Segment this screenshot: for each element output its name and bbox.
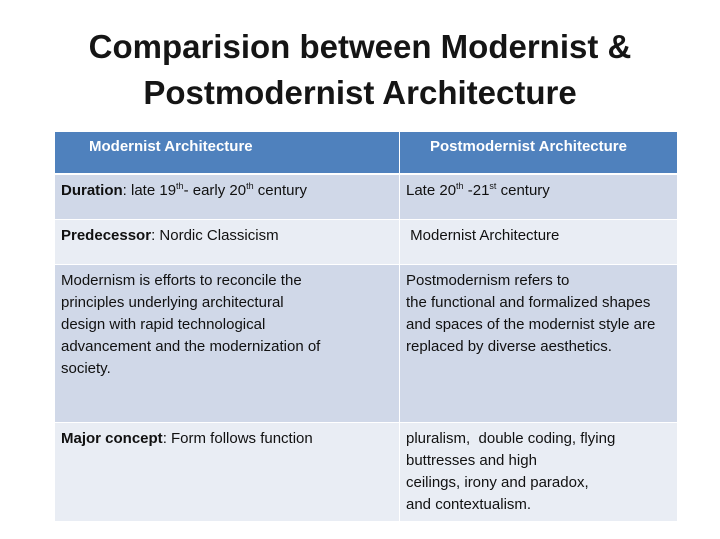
cell-duration-postmodernist: Late 20th -21st century xyxy=(400,174,678,220)
cell-definition-modernist: Modernism is efforts to reconcile the principles underlying architectural design with rapid technological advancement and the modernization of society. xyxy=(55,265,400,423)
header-modernist: Modernist Architecture xyxy=(55,132,400,175)
slide-title xyxy=(0,24,720,116)
title-line-1: Comparision between Modernist & xyxy=(88,28,632,65)
cell-concept-modernist: Major concept: Form follows function xyxy=(55,423,400,522)
header-postmodernist: Postmodernist Architecture xyxy=(400,132,678,175)
cell-concept-postmodernist: pluralism, double coding, flying buttresses and high ceilings, irony and paradox, and contextualism. xyxy=(400,423,678,522)
table-header-row xyxy=(55,132,678,175)
cell-duration-modernist: Duration: late 19th- early 20th century xyxy=(55,174,400,220)
duration-label: Duration xyxy=(61,182,123,199)
cell-definition-postmodernist: Postmodernism refers to the functional and formalized shapes and spaces of the modernist style are replaced by diverse aesthetics. xyxy=(400,265,678,423)
predecessor-label: Predecessor xyxy=(61,227,152,244)
table-row-definition xyxy=(55,265,678,423)
table-row-duration xyxy=(55,174,678,220)
concept-label: Major concept xyxy=(61,430,163,447)
cell-predecessor-modernist: Predecessor: Nordic Classicism xyxy=(55,220,400,265)
cell-predecessor-postmodernist: Modernist Architecture xyxy=(400,220,678,265)
table-row-predecessor xyxy=(55,220,678,265)
title-line-2: Postmodernist Architecture xyxy=(143,74,577,111)
table-row-concept xyxy=(55,423,678,522)
comparison-table xyxy=(54,131,678,522)
